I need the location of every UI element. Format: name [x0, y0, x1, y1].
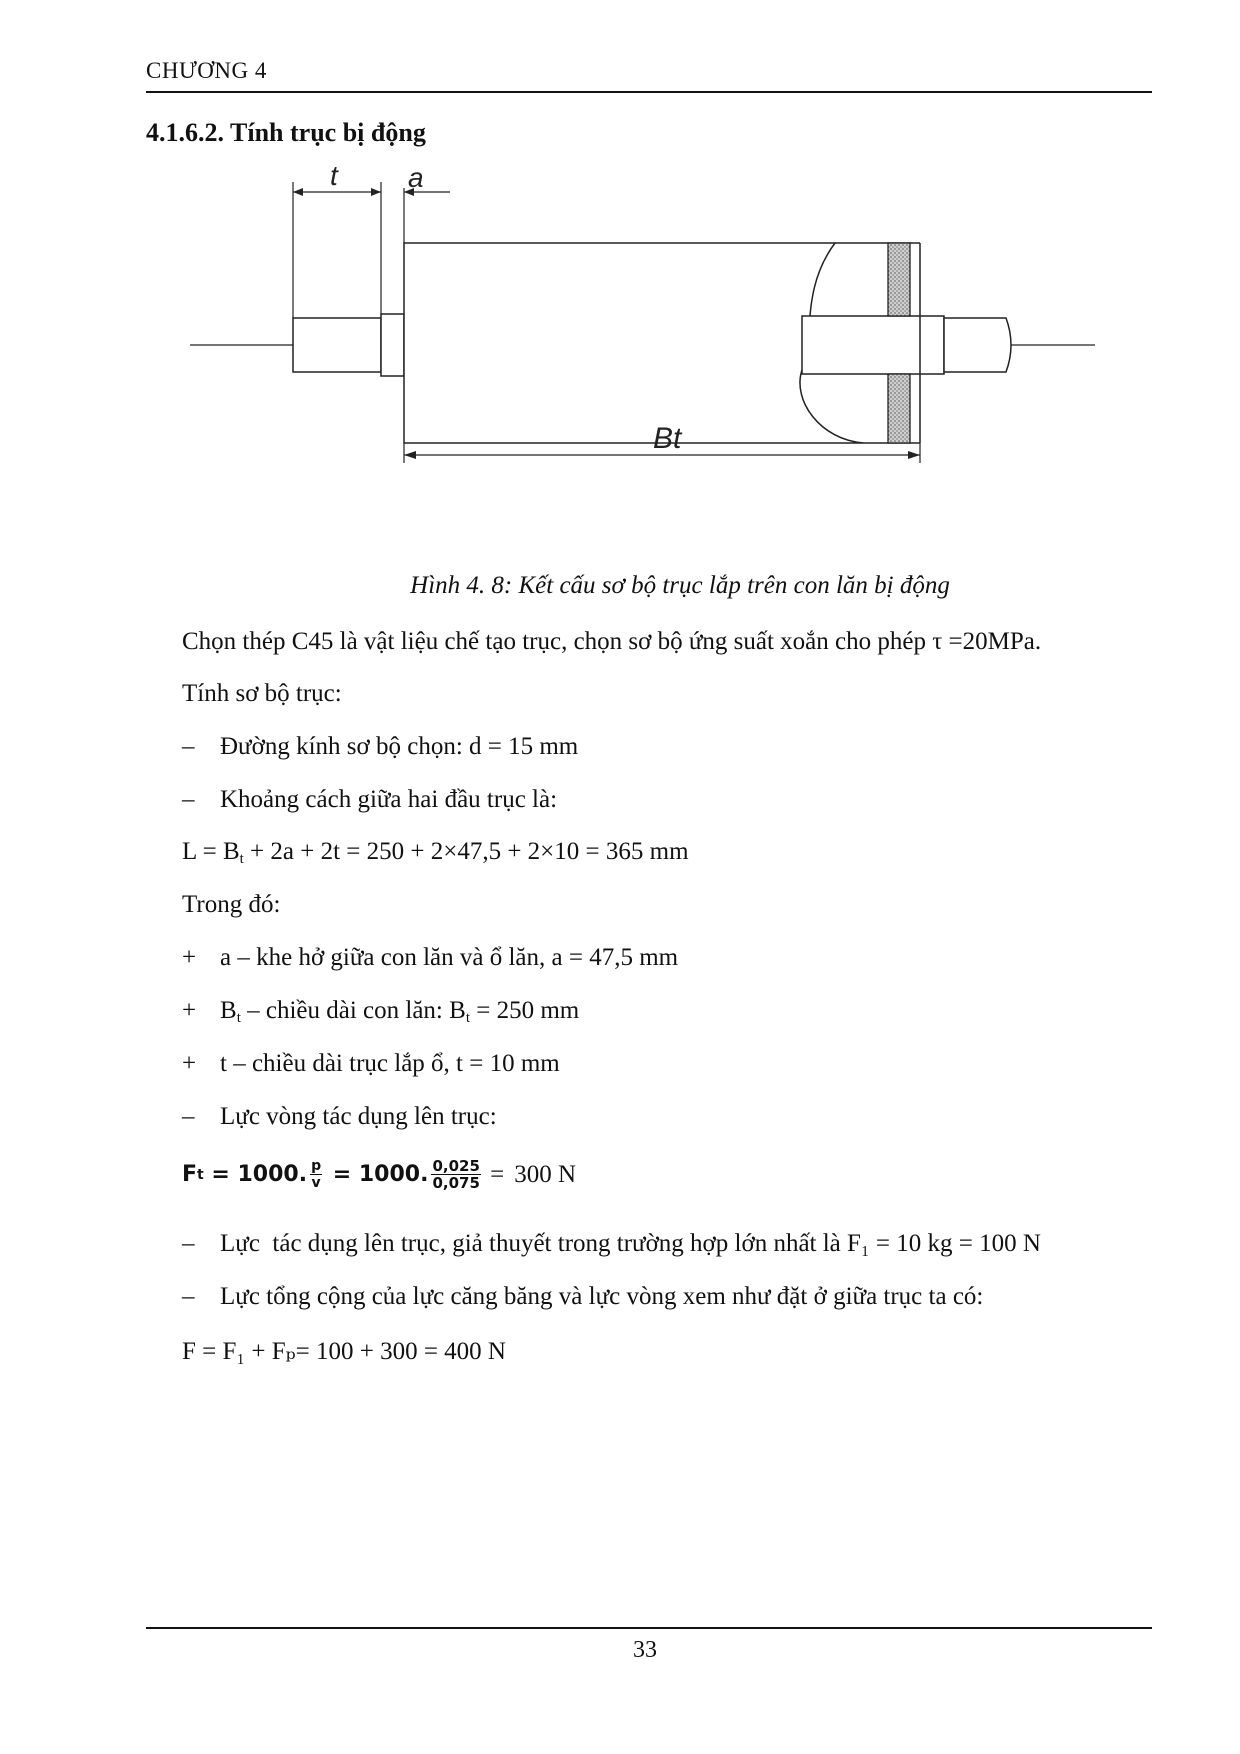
item-diameter: Đường kính sơ bộ chọn: d = 15 mm	[220, 733, 579, 760]
def-a: a – khe hở giữa con lăn và ổ lăn, a = 47,5 mm	[220, 944, 679, 971]
footer-rule	[146, 1627, 1152, 1629]
label-bt: Bt	[653, 422, 682, 455]
item-distance: Khoảng cách giữa hai đầu trục là:	[220, 786, 558, 813]
chapter-header: CHƯƠNG 4	[146, 58, 267, 83]
def-bt: $B_t$ – chiều dài con lăn: $B_t = 250$ mm	[220, 997, 580, 1026]
figure-caption: Hình 4. 8: Kết cấu sơ bộ trục lắp trên con lăn bị động	[410, 572, 950, 599]
item-max-force: Lực tác dụng lên trục, giả thuyết trong trường hợp lớn nhất là F₁ = 10 kg = 100 N	[220, 1230, 1041, 1257]
left-shaft-end	[293, 318, 381, 372]
roller-body	[404, 243, 864, 443]
eq-rest: + 2a + 2t = 250 + 2×47,5 + 2×10 = 365 mm	[243, 838, 689, 865]
def-t: t – chiều dài trục lắp ổ, t = 10 mm	[220, 1050, 560, 1077]
label-t: t	[330, 160, 338, 191]
label-a: a	[408, 162, 424, 193]
equation-length	[182, 838, 689, 868]
shaft-roller-figure	[190, 160, 1120, 525]
where-label: Trong đó:	[182, 891, 281, 918]
page-number: 33	[633, 1637, 657, 1663]
eq-L: L = B	[182, 838, 240, 865]
item-total-force: Lực tổng cộng của lực căng băng và lực vòng xem như đặt ở giữa trục ta có:	[220, 1283, 984, 1310]
section-title: 4.1.6.2. Tính trục bị động	[146, 118, 426, 147]
dash-marker: –	[182, 786, 195, 813]
item-tangential-force: Lực vòng tác dụng lên trục:	[220, 1103, 497, 1130]
equation-total: F = F₁ + Fₚ= 100 + 300 = 400 N	[182, 1338, 506, 1365]
plus-marker: +	[182, 997, 197, 1024]
dash-marker: –	[182, 1103, 195, 1130]
end-cap-top	[888, 243, 910, 316]
right-shaft-end	[944, 318, 1011, 372]
dash-marker: –	[182, 1230, 195, 1257]
eq-sub: t	[239, 851, 244, 867]
dash-marker: –	[182, 1283, 195, 1310]
dash-marker: –	[182, 733, 195, 760]
end-cap-bottom	[888, 374, 910, 443]
plus-marker: +	[182, 1050, 197, 1077]
formula-ft: F t = 1000. $\frac{p}{v}$ = 1000. $\frac{0,025}{0,075}$ = 300 N	[182, 1157, 577, 1192]
paragraph-material: Chọn thép C45 là vật liệu chế tạo trục, chọn sơ bộ ứng suất xoắn cho phép τ =20MPa.	[182, 628, 1042, 655]
left-shaft-shoulder	[381, 314, 404, 376]
plus-marker: +	[182, 944, 197, 971]
header-rule	[146, 91, 1152, 93]
paragraph-calc-intro: Tính sơ bộ trục:	[182, 680, 342, 707]
inner-shaft	[802, 316, 944, 374]
